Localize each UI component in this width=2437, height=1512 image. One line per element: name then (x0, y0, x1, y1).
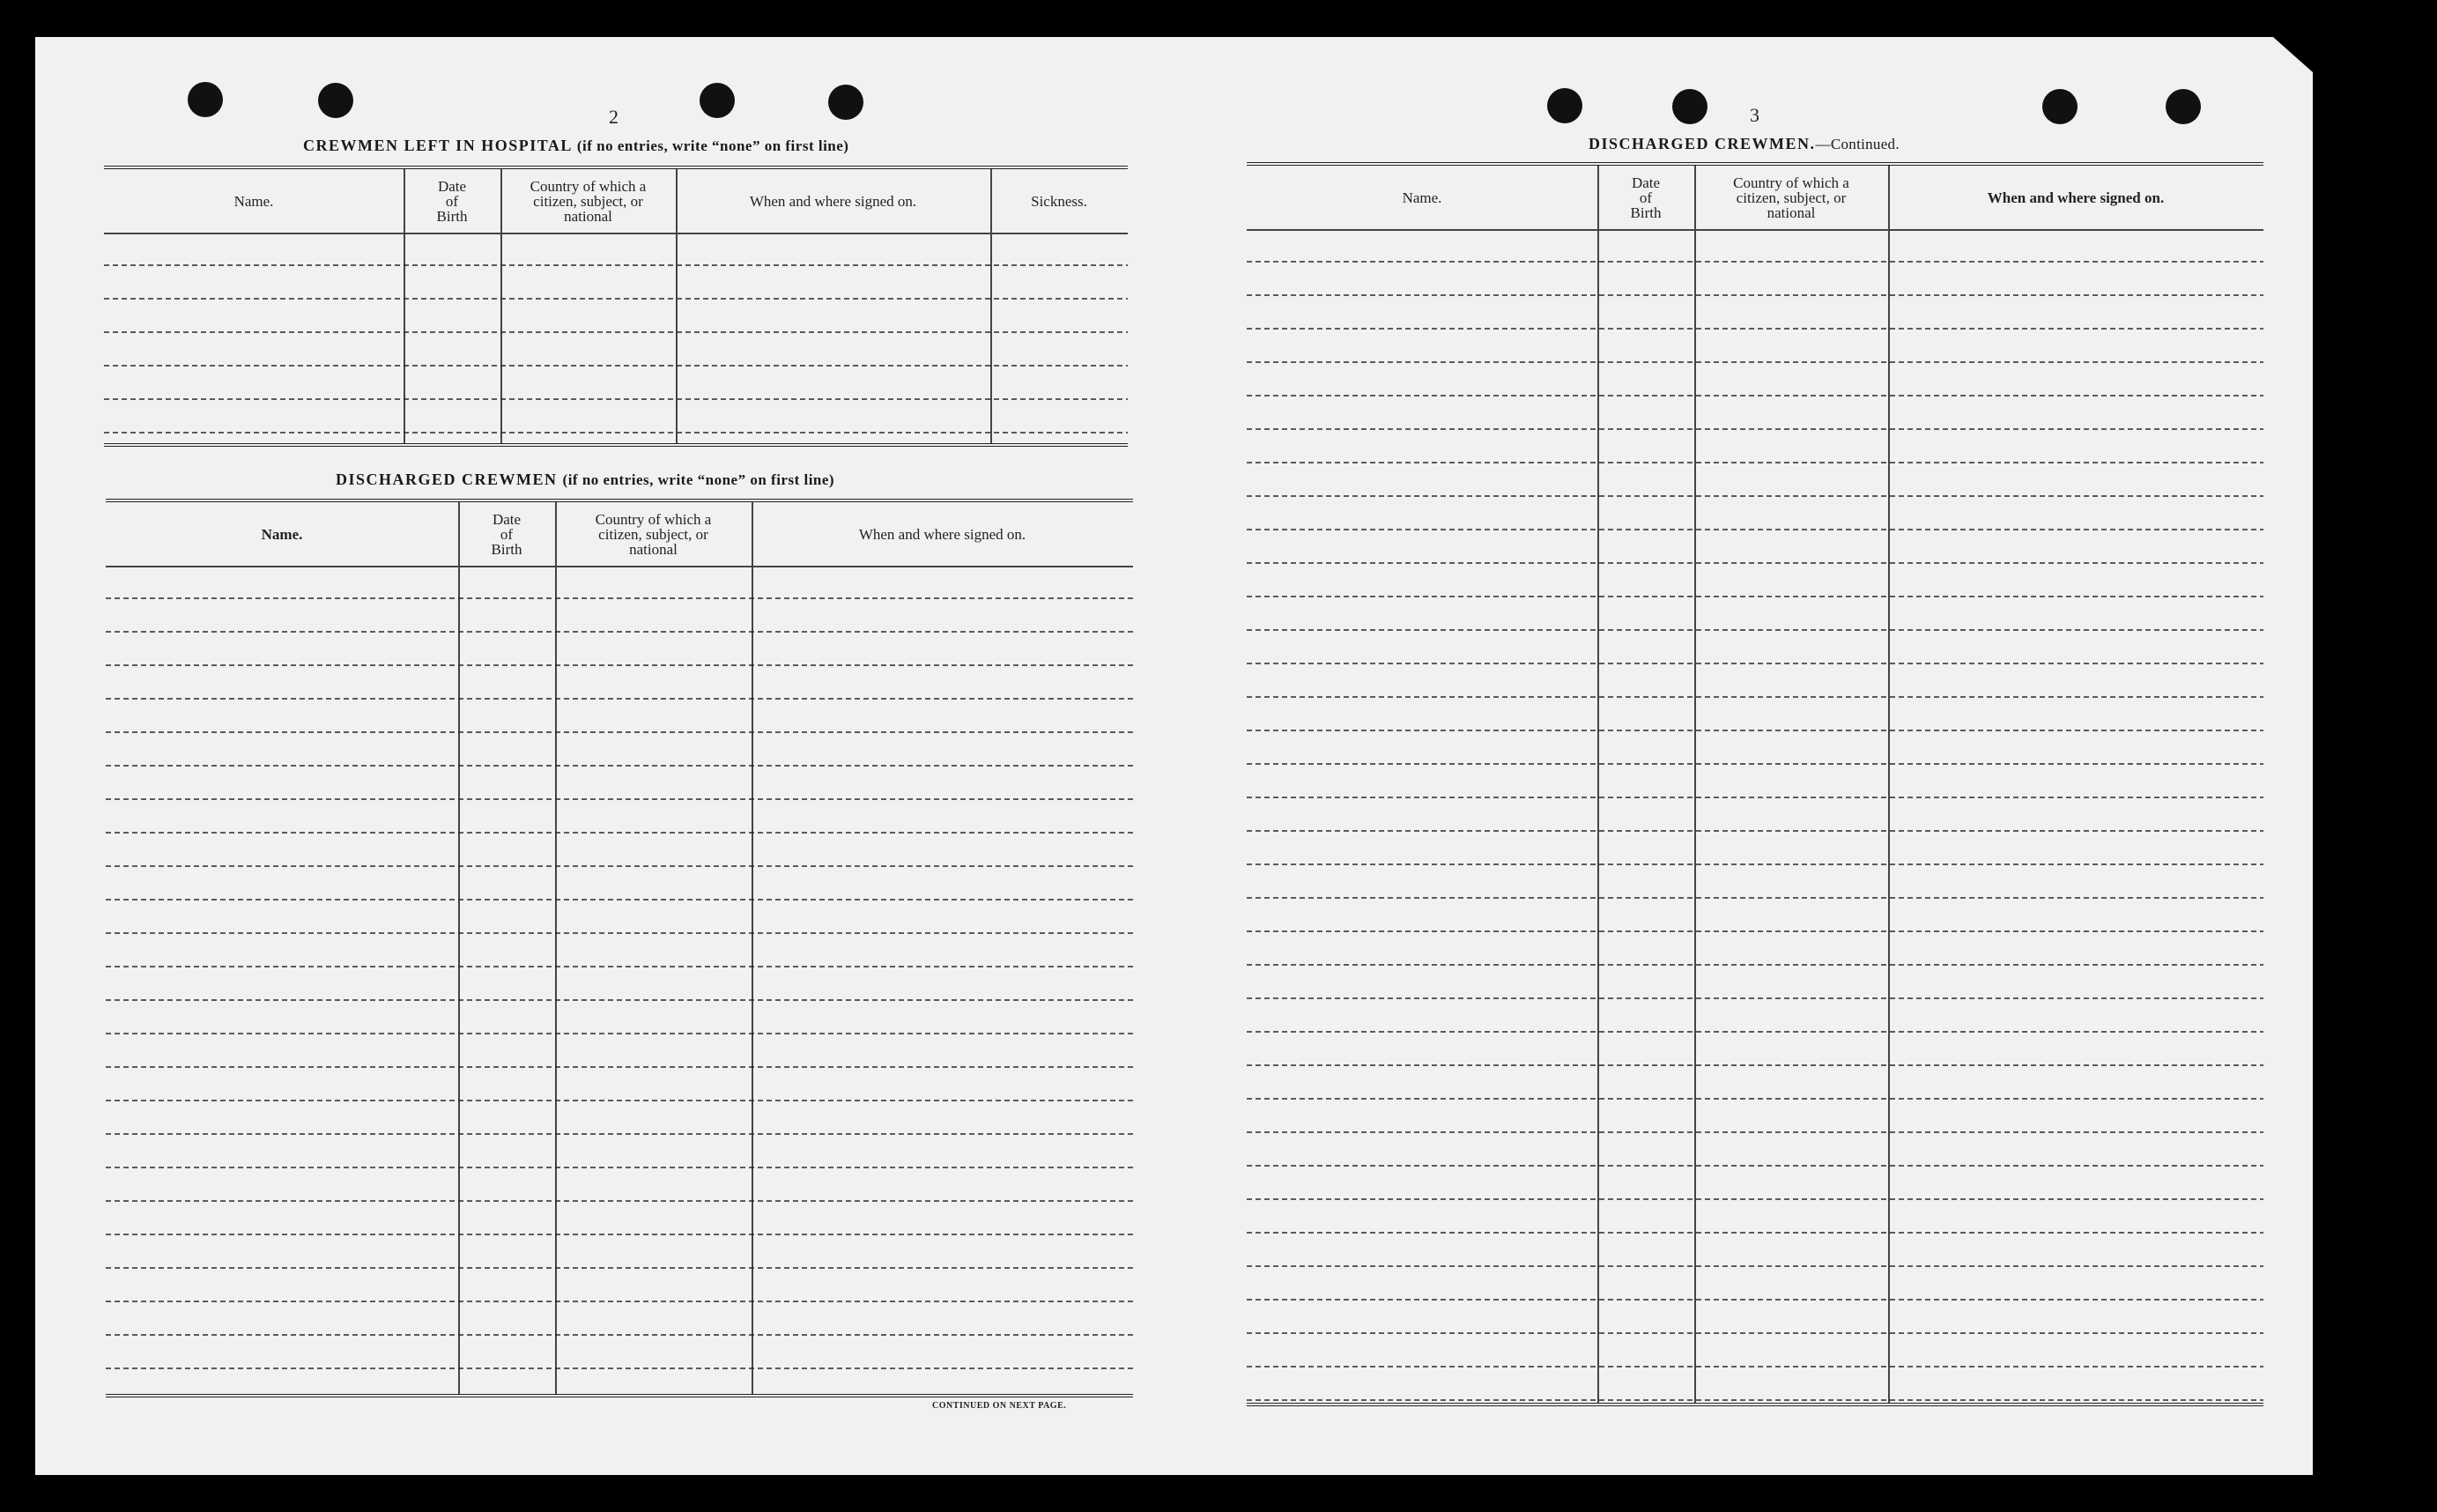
continued-title-note: —Continued. (1815, 136, 1900, 152)
col-dob-header: Date of Birth (491, 510, 522, 558)
col-signed-on-header: When and where signed on. (1987, 189, 2165, 206)
punch-hole-icon (2042, 89, 2078, 124)
col-country-header: Country of which a citizen, subject, or national (1733, 174, 1849, 221)
punch-hole-icon (1547, 88, 1582, 123)
col-country-header: Country of which a citizen, subject, or national (595, 510, 712, 558)
continued-note: CONTINUED ON NEXT PAGE. (932, 1401, 1067, 1411)
hospital-entry-lines (104, 233, 1128, 443)
punch-hole-icon (828, 85, 863, 120)
discharged-title-text: DISCHARGED CREWMEN (336, 471, 558, 488)
discharged-title-note: (if no entries, write “none” on first line) (562, 471, 835, 488)
discharged-continued-entry-lines (1247, 229, 2263, 1403)
col-name-header: Name. (233, 192, 274, 210)
col-signed-on-header: When and where signed on. (858, 525, 1026, 543)
discharged-entry-lines (106, 566, 1133, 1394)
col-sickness-header: Sickness. (1031, 192, 1087, 210)
col-signed-on-header: When and where signed on. (749, 192, 917, 210)
punch-hole-icon (2166, 89, 2201, 124)
hospital-title-text: CREWMEN LEFT IN HOSPITAL (303, 137, 572, 154)
continued-title-text: DISCHARGED CREWMEN. (1589, 135, 1816, 152)
col-dob-header: Date of Birth (436, 177, 468, 225)
col-country-header: Country of which a citizen, subject, or national (530, 177, 647, 225)
discharged-continued-title (1589, 135, 1900, 153)
page-number-right: 3 (1750, 104, 1759, 126)
discharged-table (106, 499, 1133, 1397)
discharged-section-title (336, 471, 834, 489)
punch-hole-icon (1672, 89, 1707, 124)
hospital-title-note: (if no entries, write “none” on first line) (576, 137, 849, 154)
punch-hole-icon (318, 83, 353, 118)
punch-hole-icon (188, 82, 223, 117)
hospital-section-title (303, 137, 848, 155)
page-number-left: 2 (609, 106, 619, 128)
discharged-continued-table (1247, 162, 2263, 1406)
col-name-header: Name. (261, 525, 303, 543)
col-dob-header: Date of Birth (1630, 174, 1662, 221)
hospital-table (104, 166, 1128, 447)
col-name-header: Name. (1402, 189, 1442, 206)
punch-hole-icon (700, 83, 735, 118)
